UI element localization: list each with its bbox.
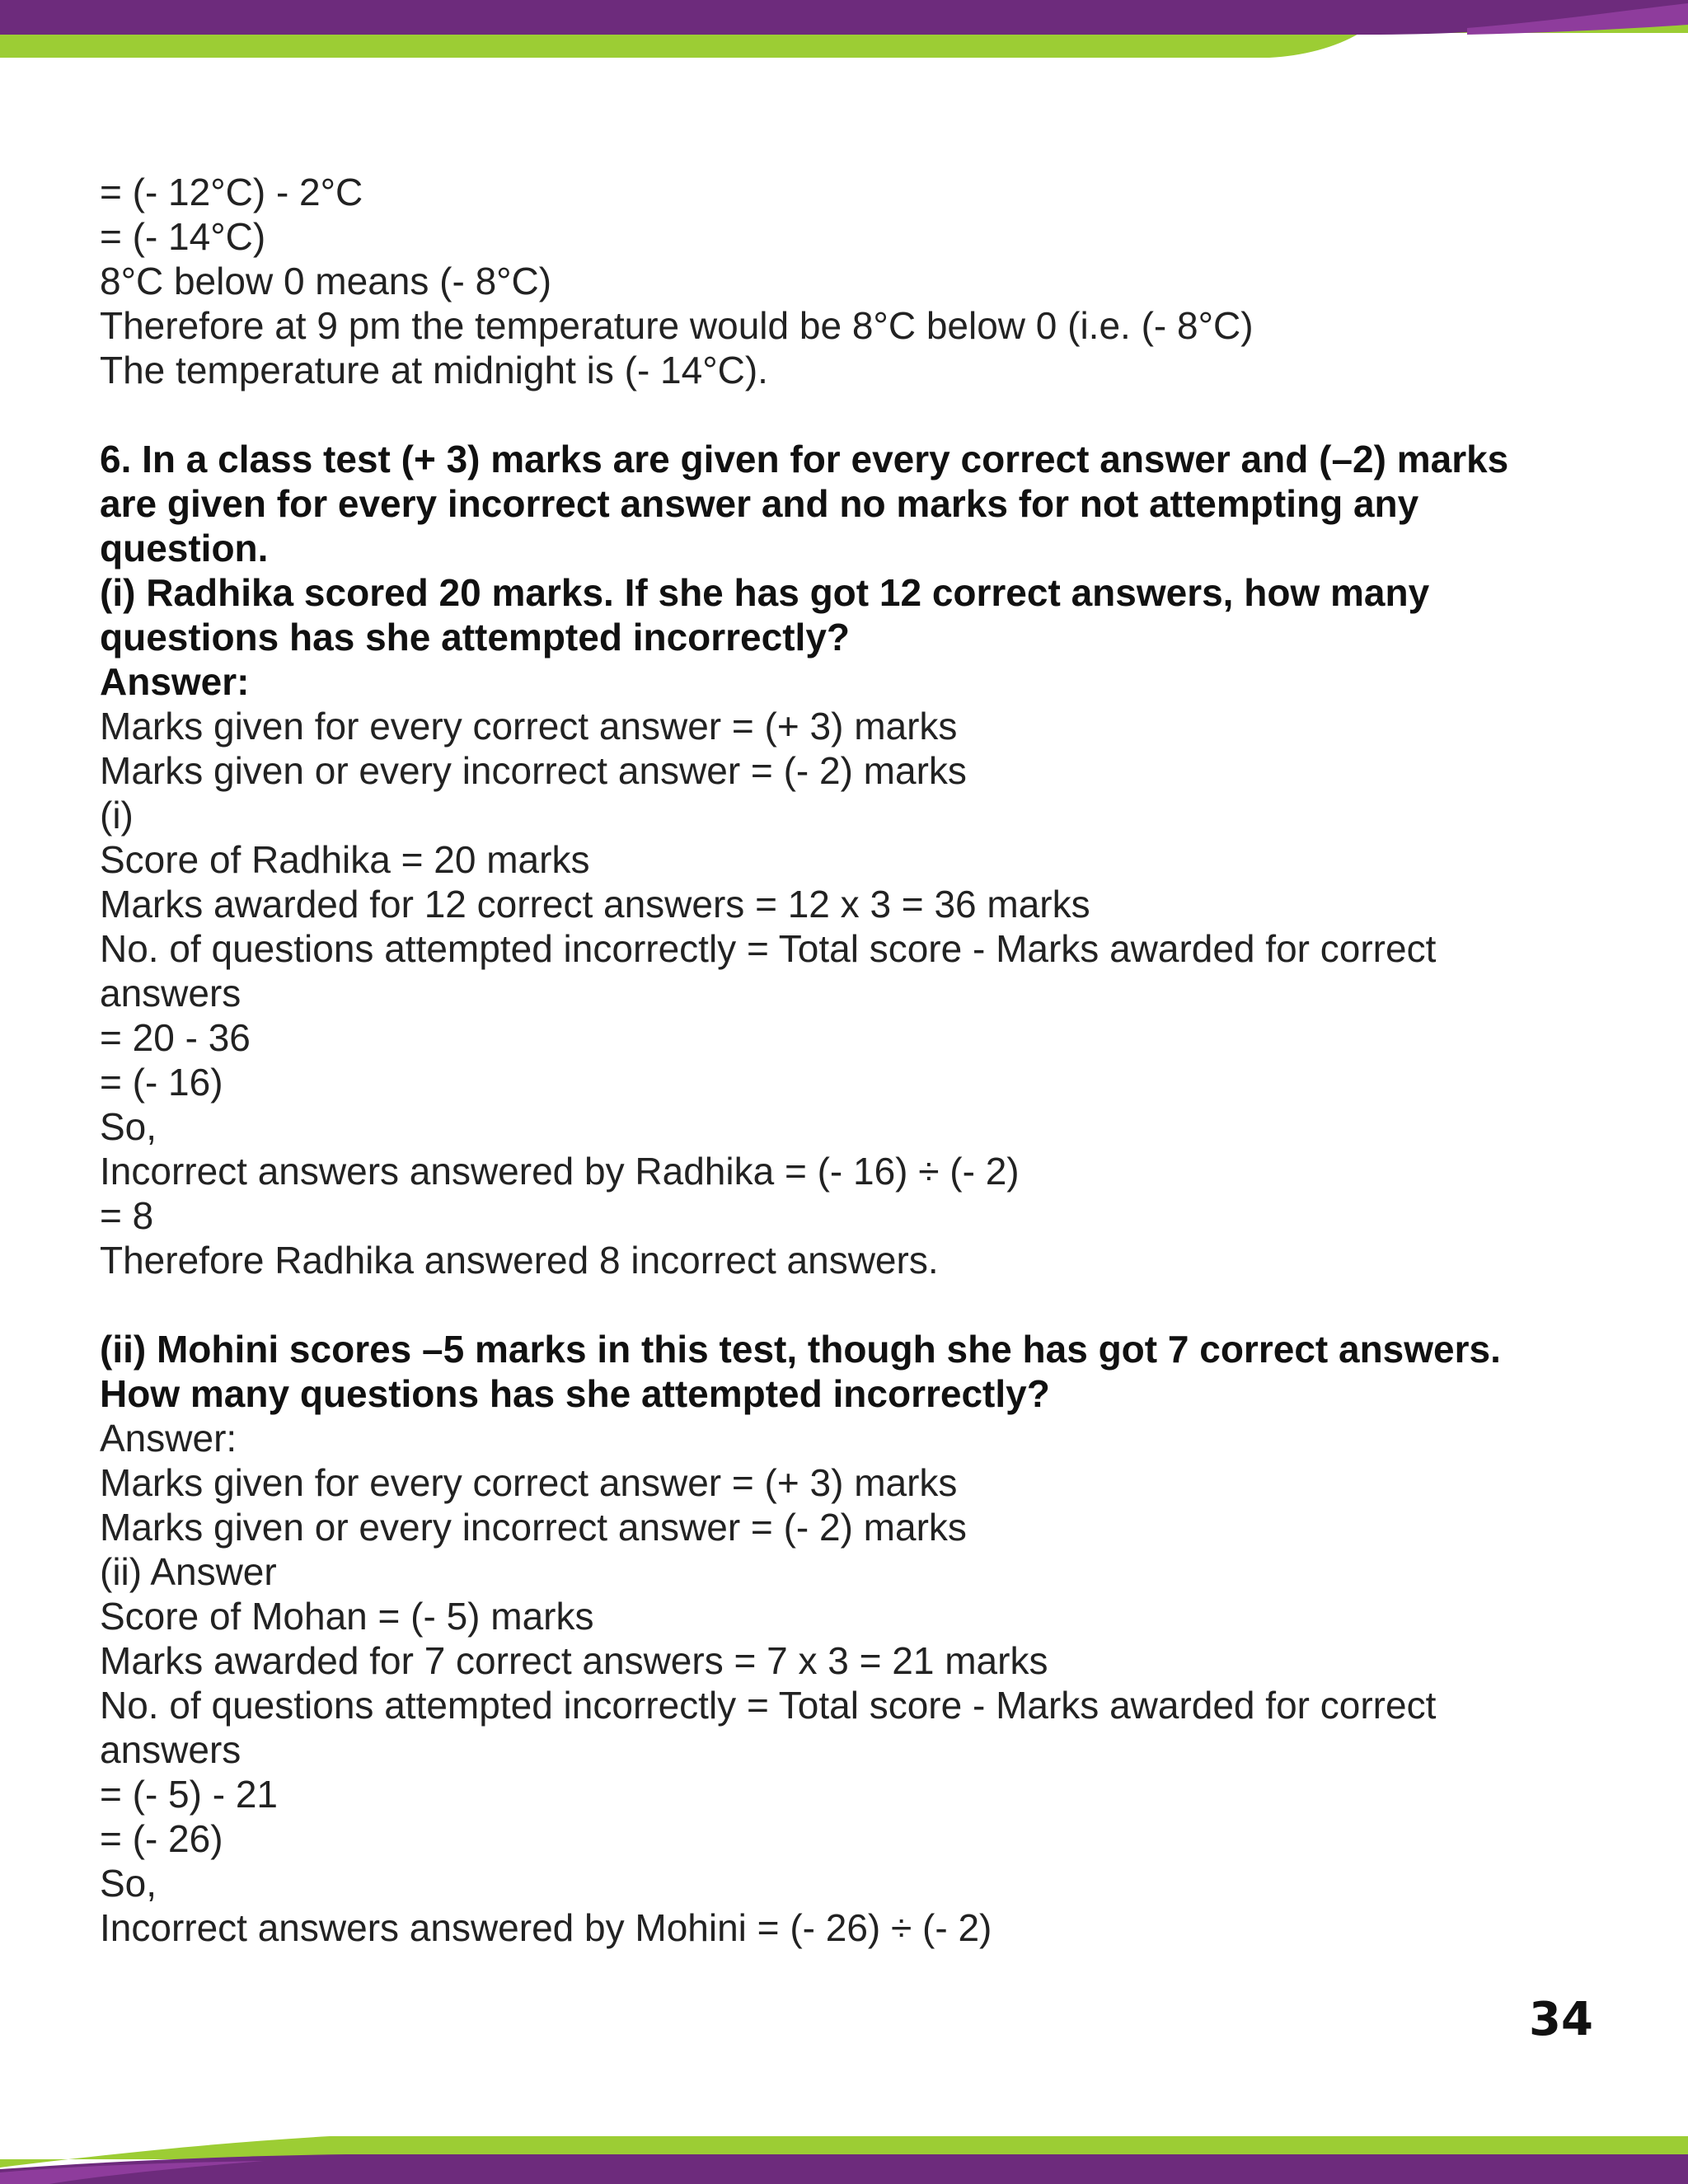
answer-text-line: = (- 16) <box>100 1061 223 1104</box>
answer-text-line: (ii) Answer <box>100 1550 277 1593</box>
question-text-line: Answer: <box>100 660 250 703</box>
answer-text-line: answers <box>100 972 241 1015</box>
top-banner-decoration <box>0 0 1688 66</box>
answer-text-line: Marks awarded for 7 correct answers = 7 x 3 = 21 marks <box>100 1639 1048 1682</box>
question-text-line: are given for every incorrect answer and no marks for not attempting any <box>100 482 1419 525</box>
answer-text-line: Incorrect answers answered by Mohini = (- 26) ÷ (- 2) <box>100 1906 992 1949</box>
answer-text-line: = (- 12°C) - 2°C <box>100 171 363 213</box>
question-text-line: (ii) Mohini scores –5 marks in this test, though she has got 7 correct answers. <box>100 1328 1501 1371</box>
question-text-line: How many questions has she attempted incorrectly? <box>100 1372 1050 1415</box>
question-text-line: 6. In a class test (+ 3) marks are given for every correct answer and (–2) marks <box>100 438 1509 480</box>
answer-text-line: No. of questions attempted incorrectly = Total score - Marks awarded for correct <box>100 927 1437 970</box>
answer-text-line: Marks given or every incorrect answer = (- 2) marks <box>100 1506 967 1549</box>
question-text-line: (i) Radhika scored 20 marks. If she has got 12 correct answers, how many <box>100 571 1430 614</box>
answer-text-line: = (- 26) <box>100 1817 223 1860</box>
answer-text-line: answers <box>100 1728 241 1771</box>
answer-text-line: No. of questions attempted incorrectly = Total score - Marks awarded for correct <box>100 1684 1437 1727</box>
answer-text-line: = 20 - 36 <box>100 1016 251 1059</box>
bottom-purple-band <box>0 2154 1688 2184</box>
answer-text-line: The temperature at midnight is (- 14°C). <box>100 349 768 391</box>
question-text-line: question. <box>100 527 269 569</box>
answer-text-line: Marks given or every incorrect answer = (- 2) marks <box>100 749 967 792</box>
blank-line <box>100 392 1567 437</box>
bottom-banner-decoration <box>0 2118 1688 2184</box>
question-text-line: questions has she attempted incorrectly? <box>100 616 851 658</box>
answer-text-line: Marks given for every correct answer = (+ 3) marks <box>100 705 958 748</box>
answer-text-line: Score of Mohan = (- 5) marks <box>100 1595 594 1638</box>
answer-text-line: Marks awarded for 12 correct answers = 12 x 3 = 36 marks <box>100 883 1090 926</box>
answer-text-line: Answer: <box>100 1417 237 1460</box>
answer-text-line: So, <box>100 1862 157 1905</box>
answer-text-line: = (- 5) - 21 <box>100 1773 279 1816</box>
document-body <box>100 170 1567 1950</box>
page-number: 34 <box>1529 1993 1593 2046</box>
answer-text-line: Marks given for every correct answer = (+ 3) marks <box>100 1461 958 1504</box>
answer-text-line: Incorrect answers answered by Radhika = (- 16) ÷ (- 2) <box>100 1150 1020 1193</box>
top-purple-band <box>0 0 1688 35</box>
answer-text-line: = 8 <box>100 1194 154 1237</box>
answer-text-line: Therefore Radhika answered 8 incorrect answers. <box>100 1239 939 1282</box>
blank-line <box>100 1282 1567 1327</box>
answer-text-line: (i) <box>100 794 134 837</box>
answer-text-line: Therefore at 9 pm the temperature would be 8°C below 0 (i.e. (- 8°C) <box>100 304 1254 347</box>
answer-text-line: So, <box>100 1105 157 1148</box>
answer-text-line: Score of Radhika = 20 marks <box>100 838 590 881</box>
answer-text-line: = (- 14°C) <box>100 215 266 258</box>
answer-text-line: 8°C below 0 means (- 8°C) <box>100 260 552 302</box>
